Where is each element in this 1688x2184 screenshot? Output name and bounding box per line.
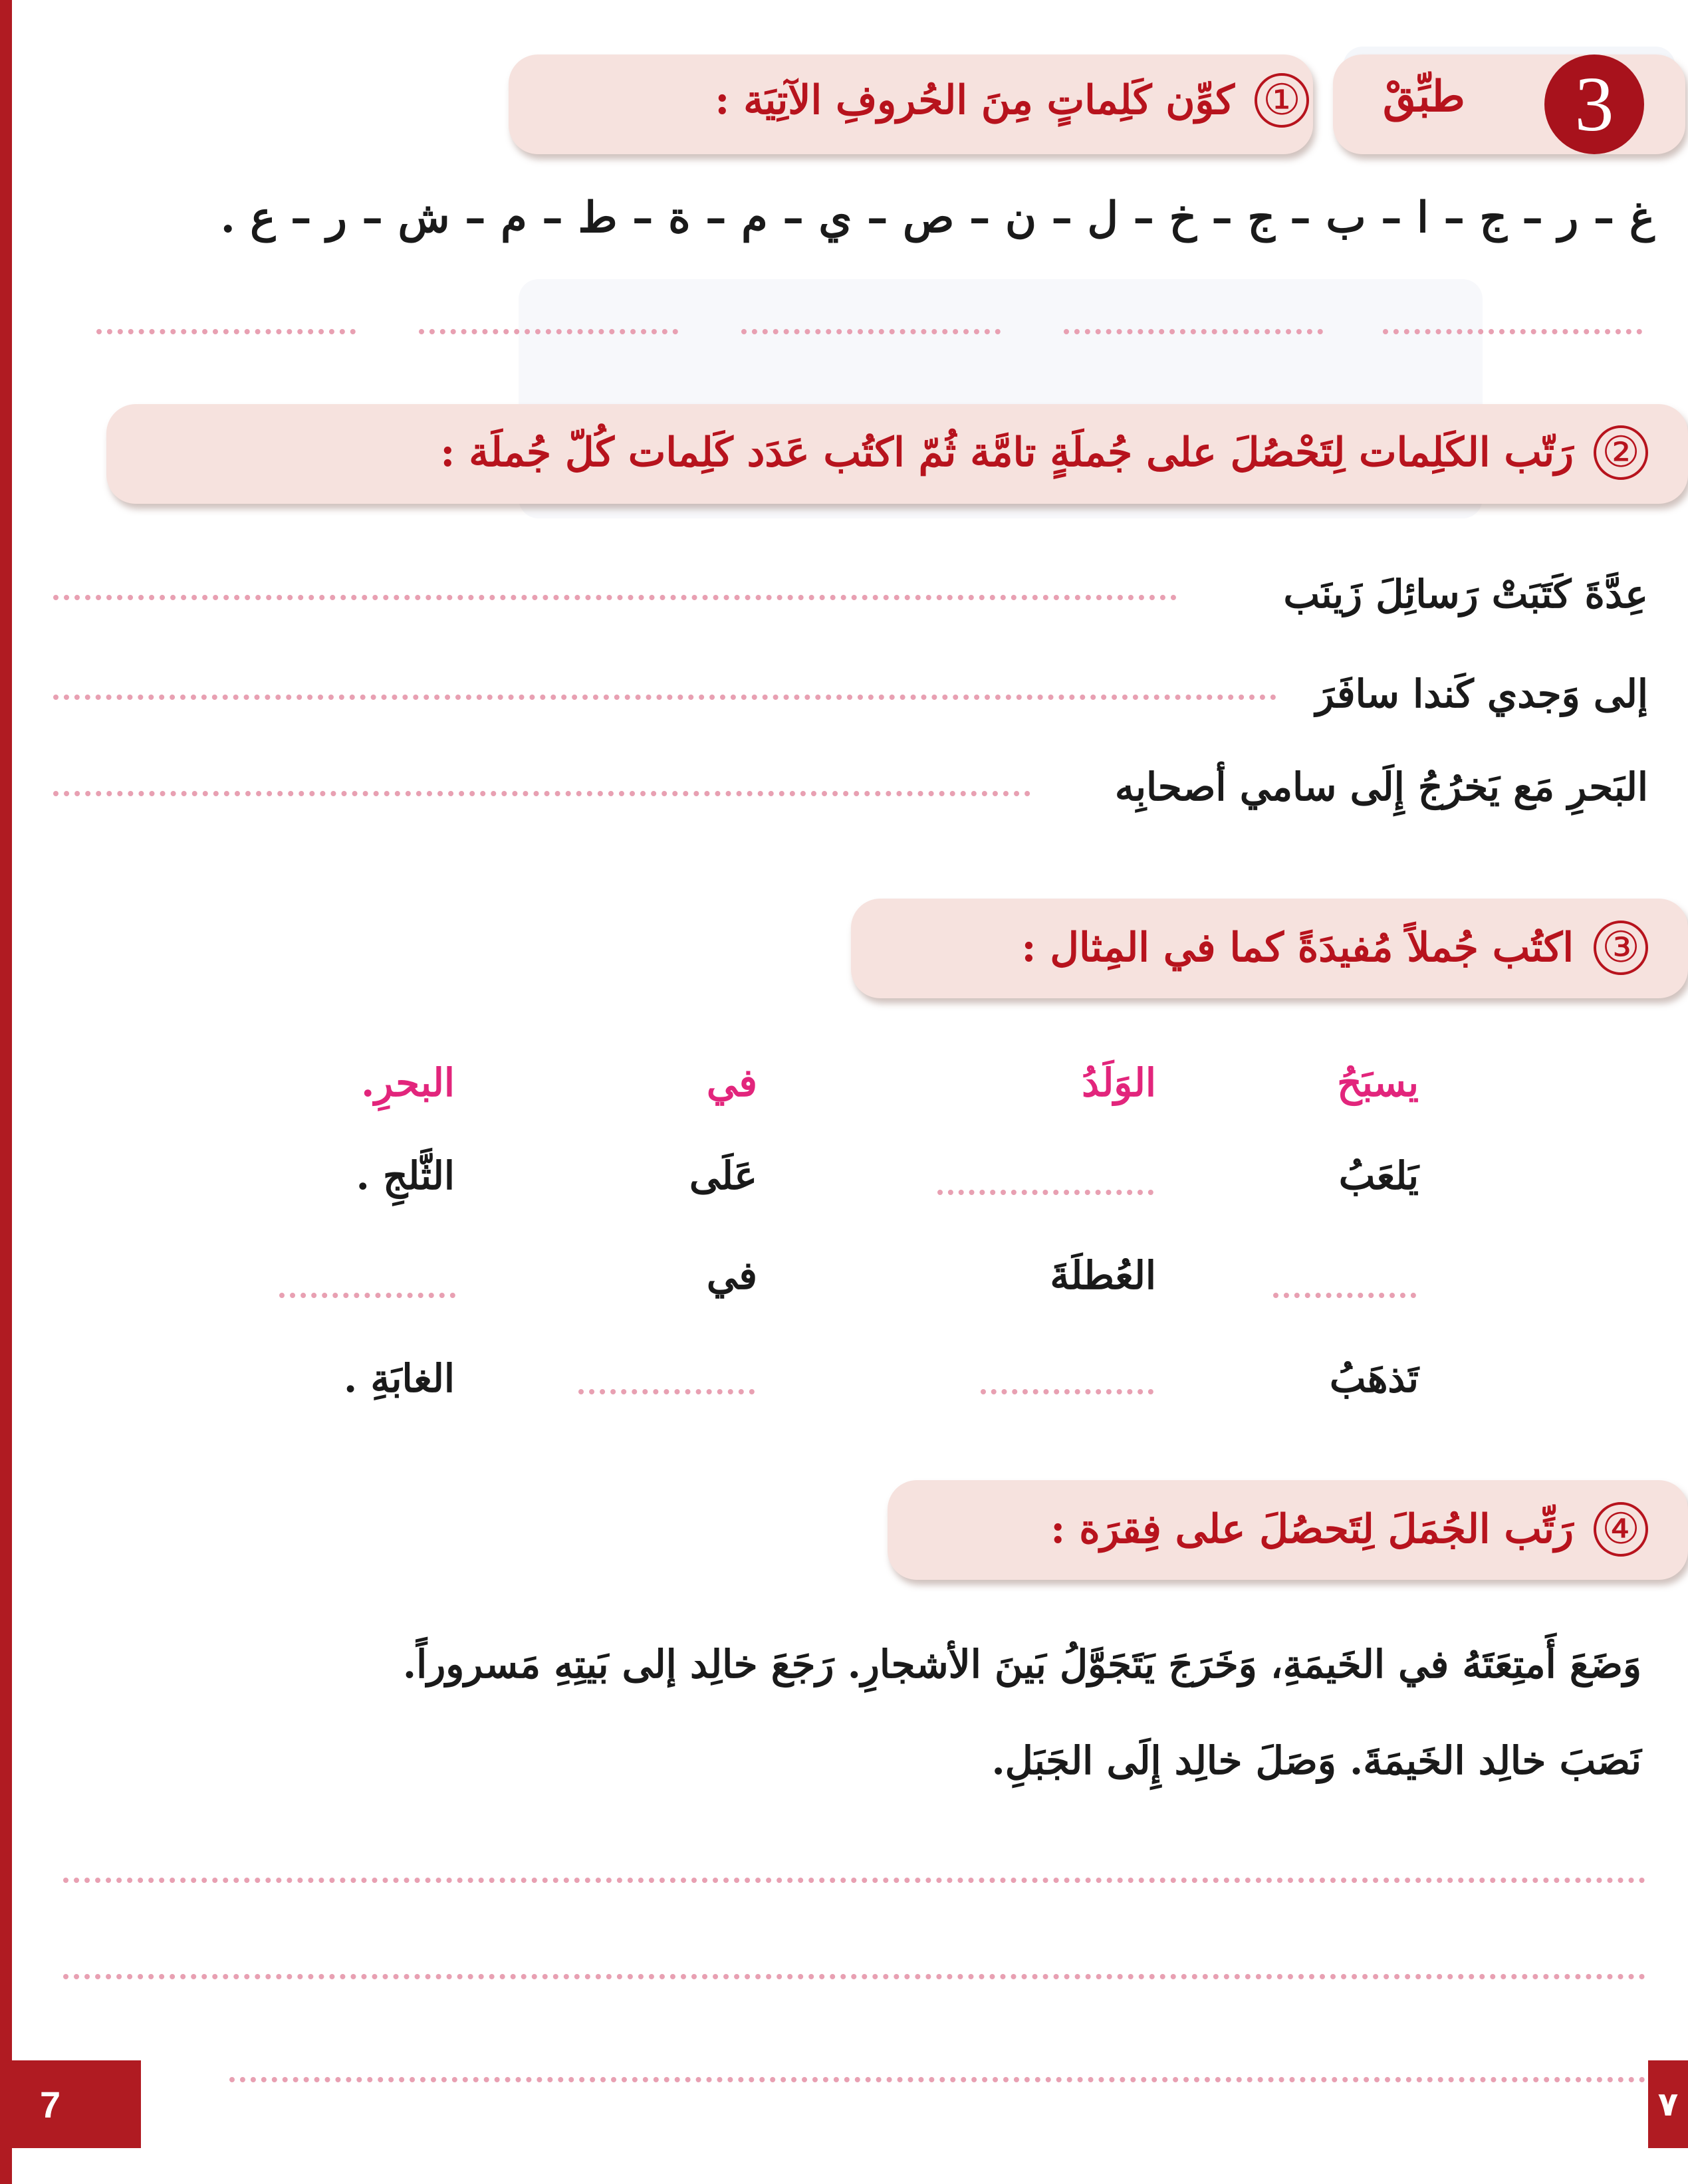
- page-number: 7: [0, 2060, 141, 2148]
- exercise-3-title: اكتُب جُملاً مُفيدَةً كما في المِثال :: [1021, 925, 1574, 971]
- answer-line: [53, 695, 1276, 700]
- answer-line: [96, 329, 356, 334]
- exercise-2-title: رَتّب الكَلِمات لِتَحْصُلَ على جُملَةٍ تامَّة ثُمّ اكتُب عَدَد كَلِمات كُلّ جُملَة :: [440, 429, 1574, 476]
- page-number-arabic: ٧: [1648, 2060, 1688, 2148]
- exercise-4-heading: [1050, 1502, 1648, 1557]
- scrambled-paragraph-line-2: نَصَبَ خالِد الخَيمَةَ. وَصَلَ خالِد إِلَى الجَبَلِ.: [991, 1738, 1641, 1783]
- example-preposition: في: [706, 1060, 757, 1105]
- scrambled-sentence-2: إلى وَجدي كَندا سافَرَ: [1315, 671, 1648, 716]
- answer-line: [63, 1974, 1645, 1979]
- exercise-1-heading: [715, 73, 1309, 128]
- answer-line: [741, 329, 1001, 334]
- letters-line: غ – ر – ج – ا – ب – ج – خ – ل – ن – ص – ي – م – ة – ط – م – ش – ر – ع .: [220, 193, 1655, 243]
- answer-line: [981, 1389, 1153, 1394]
- answer-line: [578, 1389, 755, 1394]
- row-1-preposition: عَلَى: [689, 1153, 757, 1198]
- answer-line: [63, 1878, 1645, 1883]
- answer-line: [1273, 1293, 1416, 1298]
- unit-number-badge: 3: [1544, 55, 1644, 154]
- answer-line: [1064, 329, 1323, 334]
- row-3-object: الغابَةِ .: [343, 1356, 455, 1401]
- exercise-1-title: كوِّن كَلِماتٍ مِنَ الحُروفِ الآتِيَة :: [715, 77, 1235, 124]
- scrambled-paragraph-line-1: وَضَعَ أَمتِعَتَهُ في الخَيمَةِ، وَخَرَجَ يَتَجَوَّلُ بَينَ الأشجارِ. رَجَعَ خالِد إلى بَيتِهِ مَسروراً.: [402, 1642, 1641, 1687]
- exercise-number-icon: ③: [1594, 921, 1648, 975]
- row-1-verb: يَلعَبُ: [1338, 1153, 1419, 1198]
- exercise-4-title: رَتِّب الجُمَلَ لِتَحصُلَ على فِقرَة :: [1050, 1506, 1574, 1553]
- scrambled-sentence-1: عِدَّةَ كَتَبَتْ رَسائِلَ زَينَب: [1283, 572, 1648, 617]
- exercise-number-icon: ②: [1594, 425, 1648, 480]
- example-subject: الوَلَدُ: [1082, 1060, 1156, 1105]
- unit-label: طبِّقْ: [1383, 72, 1465, 122]
- example-verb: يسبَحُ: [1337, 1060, 1419, 1105]
- answer-line: [419, 329, 678, 334]
- answer-line: [53, 595, 1177, 600]
- row-2-subject: العُطلَةَ: [1050, 1253, 1156, 1298]
- example-object: البحرِ.: [361, 1060, 455, 1105]
- answer-line: [279, 1293, 455, 1298]
- row-2-preposition: في: [706, 1253, 757, 1298]
- page-edge-bar: [0, 0, 12, 2184]
- answer-line: [53, 791, 1030, 796]
- answer-line: [937, 1190, 1153, 1195]
- exercise-number-icon: ①: [1255, 73, 1309, 128]
- exercise-number-icon: ④: [1594, 1502, 1648, 1557]
- scrambled-sentence-3: البَحرِ مَع يَخرُجُ إِلَى سامي أصحابِه: [1114, 764, 1648, 810]
- row-1-object: الثَّلجِ .: [356, 1153, 455, 1198]
- exercise-2-heading: [440, 425, 1648, 480]
- row-3-verb: تَذهَبُ: [1329, 1356, 1419, 1401]
- answer-line: [1383, 329, 1642, 334]
- answer-line: [229, 2077, 1645, 2082]
- exercise-3-heading: [1021, 921, 1648, 975]
